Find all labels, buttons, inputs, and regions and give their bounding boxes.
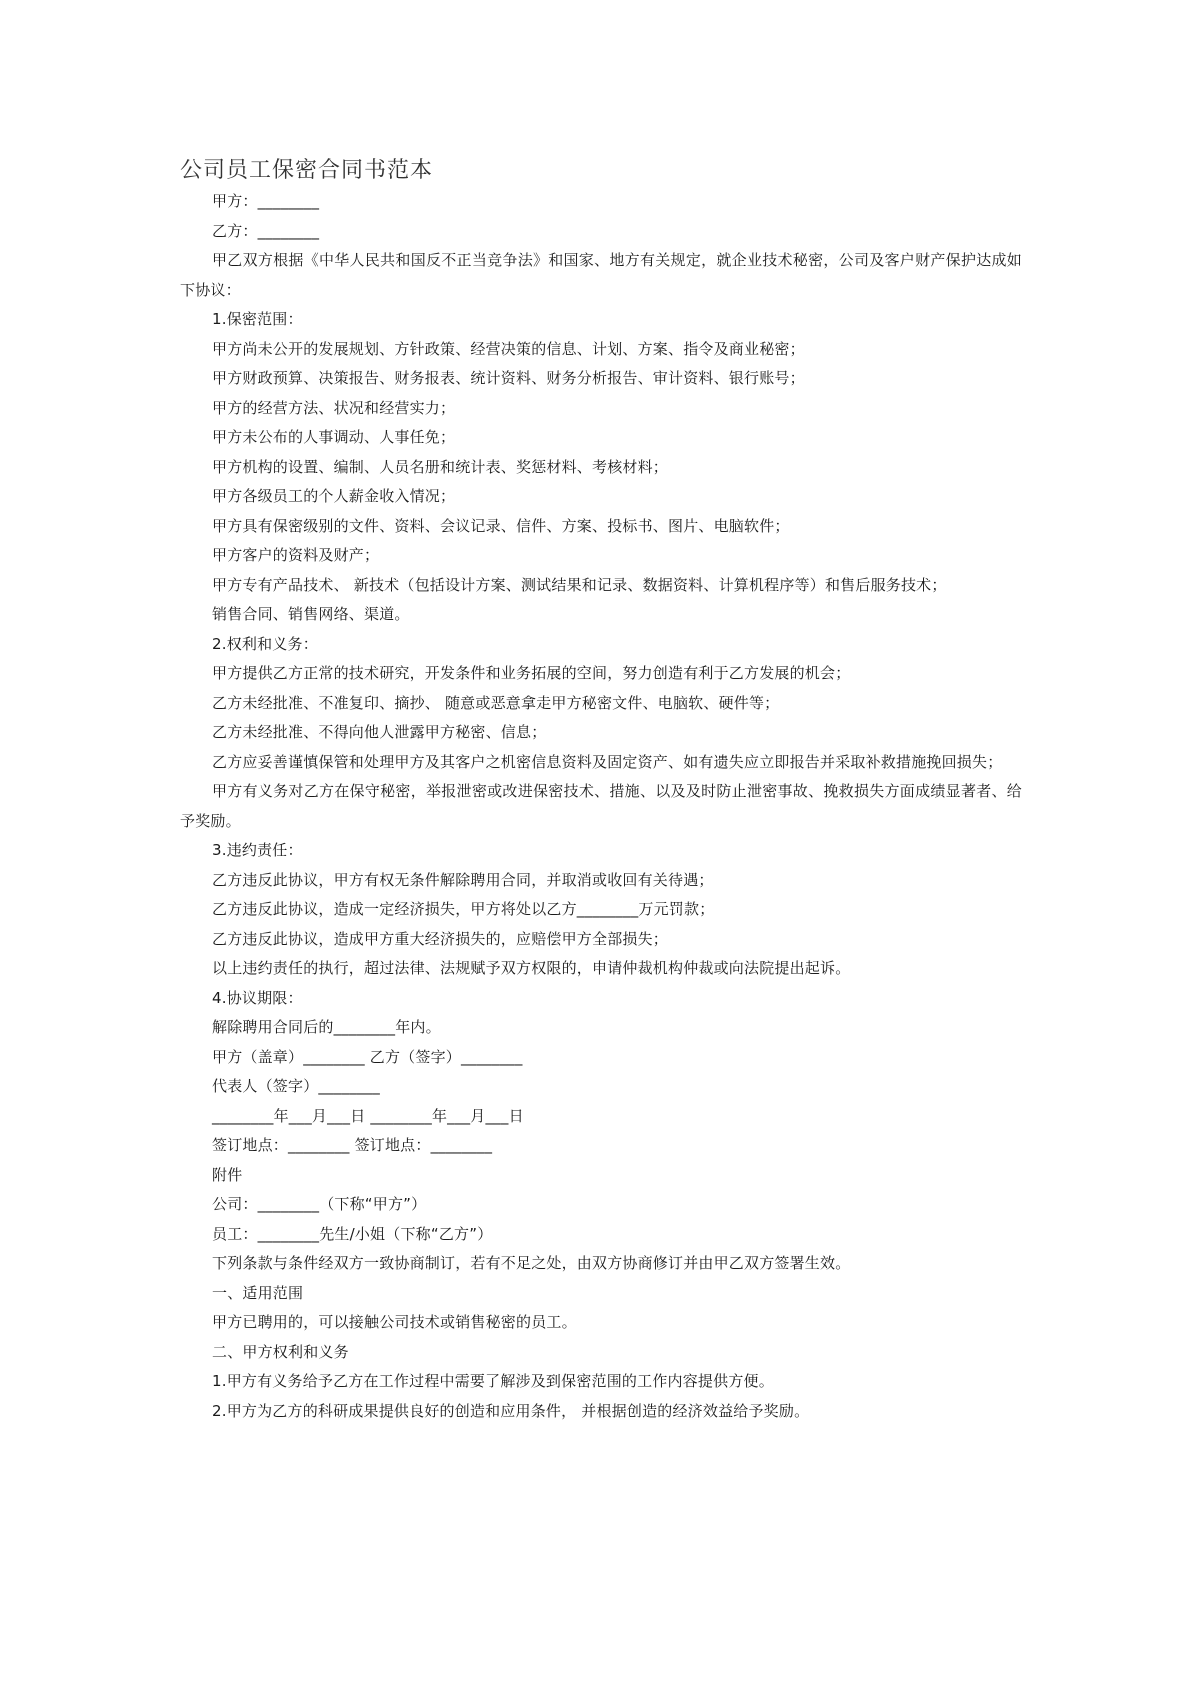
rights-item: 乙方未经批准、不准复印、摘抄、 随意或恶意拿走甲方秘密文件、电脑软、硬件等； xyxy=(212,693,780,712)
appendix-employee-line: 员工：________先生/小姐（下称“乙方”） xyxy=(212,1224,493,1243)
date-line: ________年___月___日 ________年___月___日 xyxy=(212,1106,524,1125)
scope-item: 甲方尚未公开的发展规划、方针政策、经营决策的信息、计划、方案、指令及商业秘密； xyxy=(212,339,805,358)
scope-item: 甲方具有保密级别的文件、资料、会议记录、信件、方案、投标书、图片、电脑软件； xyxy=(212,516,790,535)
liability-item: 乙方违反此协议，造成一定经济损失，甲方将处以乙方________万元罚款； xyxy=(212,900,715,918)
term-item: 解除聘用合同后的________年内。 xyxy=(212,1018,441,1036)
preamble-paragraph: 甲乙双方根据《中华人民共和国反不正当竞争法》和国家、地方有关规定，就企业技术秘密，公司及客户财产保护达成如下协议： xyxy=(180,251,1022,299)
rights-item: 乙方未经批准、不得向他人泄露甲方秘密、信息； xyxy=(212,723,547,741)
section-heading-rights-obligations: 2.权利和义务： xyxy=(212,634,318,653)
appendix-intro: 下列条款与条件经双方一致协商制订，若有不足之处，由双方协商修订并由甲乙双方签署生效。 xyxy=(212,1254,851,1272)
scope-item: 甲方机构的设置、编制、人员名册和统计表、奖惩材料、考核材料； xyxy=(212,457,669,476)
rights-item: 甲方有义务对乙方在保守秘密，举报泄密或改进保密技术、措施、以及及时防止泄密事故、挽救损失方面成绩显著者、给予奖励。 xyxy=(180,782,1022,830)
rights-item: 甲方提供乙方正常的技术研究，开发条件和业务拓展的空间，努力创造有利于乙方发展的机会； xyxy=(212,664,851,682)
appendix-section-heading-scope: 一、适用范围 xyxy=(212,1283,304,1302)
scope-item: 甲方客户的资料及财产； xyxy=(212,546,380,564)
appendix-party-a-item: 2.甲方为乙方的科研成果提供良好的创造和应用条件， 并根据创造的经济效益给予奖励。 xyxy=(212,1401,810,1420)
appendix-scope-text: 甲方已聘用的，可以接触公司技术或销售秘密的员工。 xyxy=(212,1313,577,1331)
representative-signature-line: 代表人（签字）________ xyxy=(212,1077,381,1095)
appendix-party-a-item: 1.甲方有义务给予乙方在工作过程中需要了解涉及到保密范围的工作内容提供方便。 xyxy=(212,1372,774,1390)
scope-item: 甲方财政预算、决策报告、财务报表、统计资料、财务分析报告、审计资料、银行账号； xyxy=(212,369,805,387)
liability-item: 以上违约责任的执行，超过法律、法规赋予双方权限的，申请仲裁机构仲裁或向法院提出起诉。 xyxy=(212,959,851,977)
signing-location-line: 签订地点：________ 签订地点：________ xyxy=(212,1136,493,1154)
section-heading-term: 4.协议期限： xyxy=(212,988,303,1007)
appendix-section-heading-party-a: 二、甲方权利和义务 xyxy=(212,1342,349,1361)
appendix-company-line: 公司：________（下称“甲方”） xyxy=(212,1195,427,1213)
liability-item: 乙方违反此协议，甲方有权无条件解除聘用合同，并取消或收回有关待遇； xyxy=(212,870,714,889)
appendix-heading: 附件 xyxy=(212,1165,243,1184)
party-a-line: 甲方：________ xyxy=(212,192,320,210)
rights-item: 乙方应妥善谨慎保管和处理甲方及其客户之机密信息资料及固定资产、如有遗失应立即报告并采取补救措施挽回损失； xyxy=(212,752,1003,771)
liability-item: 乙方违反此协议，造成甲方重大经济损失的，应赔偿甲方全部损失； xyxy=(212,929,669,948)
document-page xyxy=(180,155,1022,1426)
scope-item: 甲方各级员工的个人薪金收入情况； xyxy=(212,487,456,505)
party-b-line: 乙方：________ xyxy=(212,221,320,240)
document-title: 公司员工保密合同书范本 xyxy=(180,158,434,183)
document-body xyxy=(180,187,1022,1426)
signature-line: 甲方（盖章）________ 乙方（签字）________ xyxy=(212,1047,523,1066)
section-heading-liability: 3.违约责任： xyxy=(212,841,303,859)
scope-item: 甲方的经营方法、状况和经营实力； xyxy=(212,398,456,417)
scope-item: 甲方未公布的人事调动、人事任免； xyxy=(212,428,456,446)
section-heading-confidentiality-scope: 1.保密范围： xyxy=(212,310,303,328)
scope-item: 甲方专有产品技术、 新技术（包括设计方案、测试结果和记录、数据资料、计算机程序等）和售后服务技术； xyxy=(212,575,947,594)
scope-item: 销售合同、销售网络、渠道。 xyxy=(212,605,410,623)
